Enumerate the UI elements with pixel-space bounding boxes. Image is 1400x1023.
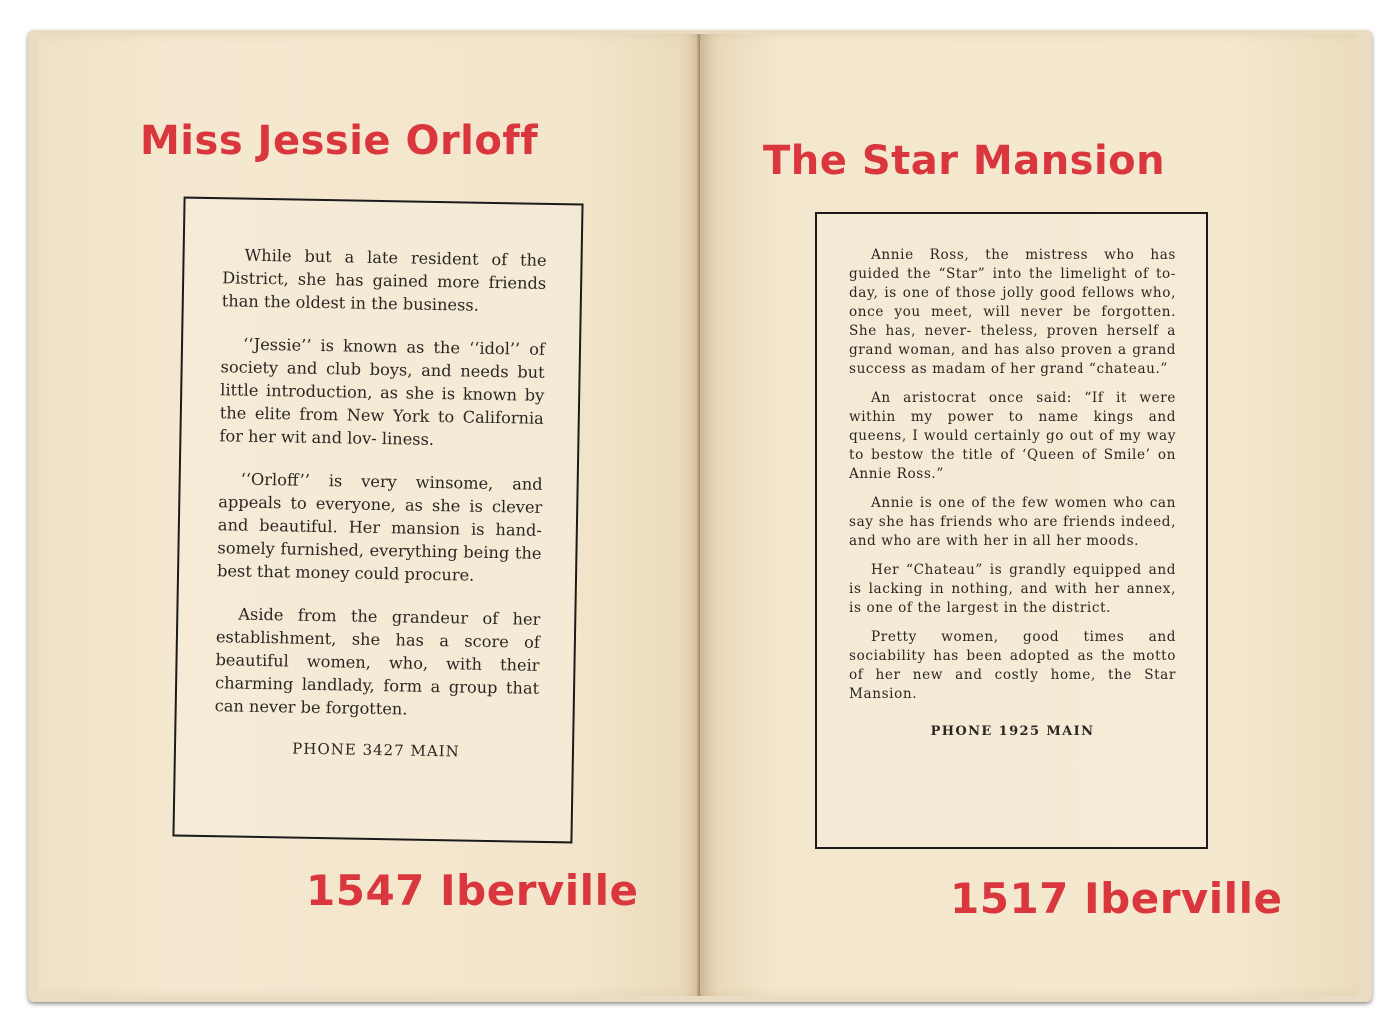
right-phone-number: PHONE 1925 MAIN (930, 724, 1095, 739)
left-page-address: 1547 Iberville (306, 866, 639, 915)
right-paragraph-2: An aristocrat once said: “If it were within my power to name kings and queens, I would certainly go out of my way to bestow the title of ‘Queen of Smile’ on Annie Ross.” (849, 390, 1176, 482)
left-page (38, 34, 700, 996)
right-page-address: 1517 Iberville (950, 874, 1283, 923)
left-paragraph-1: While but a late resident of the District, she has gained more friends than the oldest in the business. (221, 245, 547, 316)
left-paragraph-4: Aside from the grandeur of her establishment, she has a score of beautiful women, who, with their charming landlady, form a group that can never be forgotten. (214, 604, 541, 719)
left-paragraph-2: ‘‘Jessie’’ is known as the ‘‘idol’’ of society and club boys, and needs but little introduction, as she is known by the elite from New York to California for her wit and lov- liness. (219, 334, 546, 450)
left-paragraph-3: ‘‘Orloff’’ is very winsome, and appeals to everyone, as she is clever and beautiful. Her mansion is hand- somely furnished, everything being the best that money could procure. (216, 469, 543, 586)
right-page-title: The Star Mansion (763, 138, 1166, 184)
right-text-box (815, 212, 1208, 849)
right-paragraph-4: Her “Chateau” is grandly equipped and is lacking in nothing, and with her annex, is one of the largest in the district. (849, 562, 1176, 616)
right-page (700, 34, 1358, 996)
left-page-title: Miss Jessie Orloff (140, 118, 539, 164)
right-paragraph-5: Pretty women, good times and sociability has been adopted as the motto of her new and costly home, the Star Mansion. (849, 629, 1176, 702)
left-phone-number: PHONE 3427 MAIN (292, 739, 460, 761)
right-paragraph-1: Annie Ross, the mistress who has guided the “Star” into the limelight of to-day, is one of those jolly good fellows who, once you meet, will never be forgotten. She has, never- theless, proven herself a grand woman, and has also proven a grand success as madam of her grand “chateau.” (849, 247, 1176, 377)
right-paragraph-3: Annie is one of the few women who can say she has friends who are friends indeed, and who are with her in all her moods. (849, 495, 1176, 549)
left-text-box (172, 197, 583, 844)
